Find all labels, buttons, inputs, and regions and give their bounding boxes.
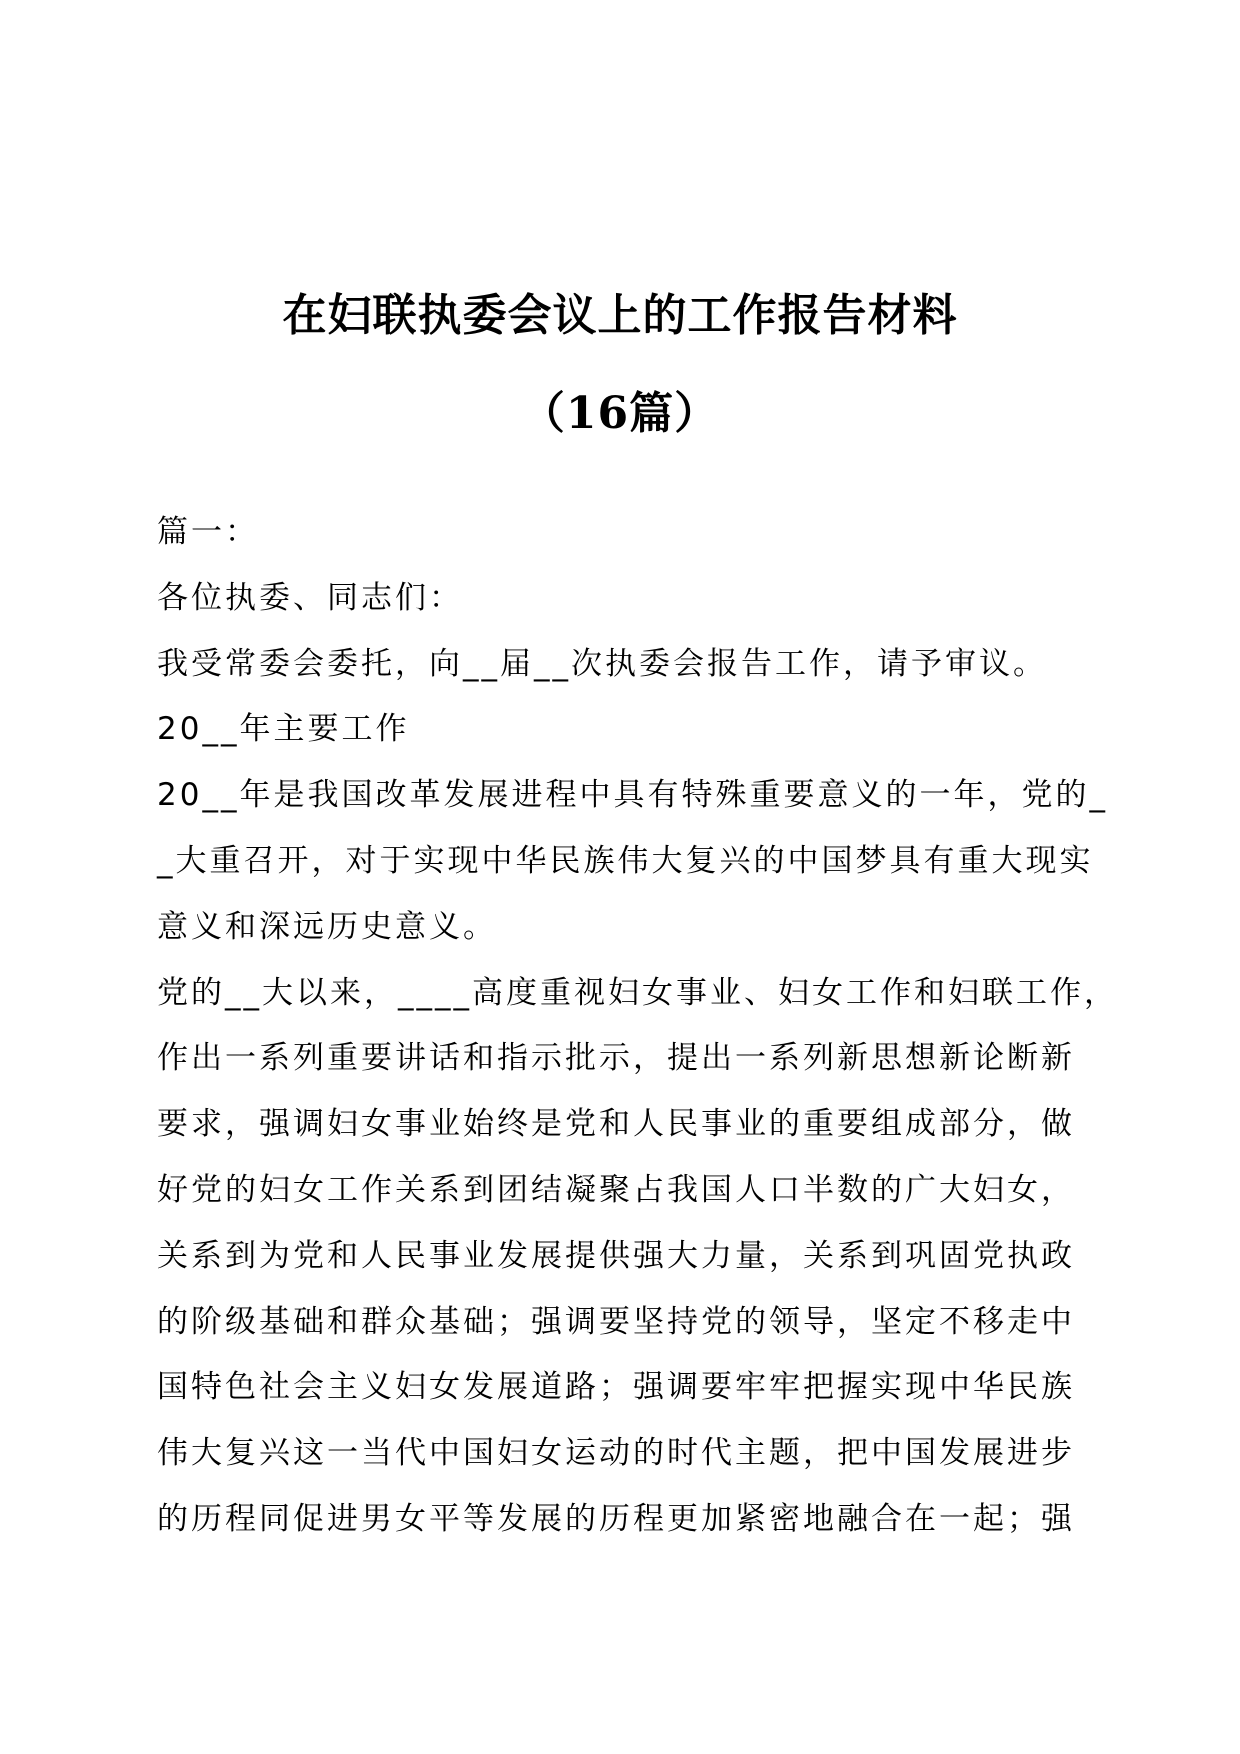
text-line: 关系到为党和人民事业发展提供强大力量，关系到巩固党执政 <box>157 1237 1075 1274</box>
paragraph <box>157 961 1118 1553</box>
document-body <box>157 500 1118 1553</box>
paragraph <box>157 632 1087 698</box>
section-heading <box>157 500 1087 566</box>
text-line: 的历程同促进男女平等发展的历程更加紧密地融合在一起；强 <box>157 1500 1075 1537</box>
text-line: 党的__大以来，____高度重视妇女事业、妇女工作和妇联工作， <box>157 974 1118 1011</box>
text-line: 作出一系列重要讲话和指示批示，提出一系列新思想新论断新 <box>157 1040 1075 1077</box>
text-line: 国特色社会主义妇女发展道路；强调要牢牢把握实现中华民族 <box>157 1369 1075 1406</box>
document-subtitle: （16篇） <box>520 388 720 439</box>
document-title: 在妇联执委会议上的工作报告材料 <box>282 290 958 341</box>
text-line: 篇一： <box>157 514 259 550</box>
subheading <box>157 697 1087 763</box>
text-line: _大重召开，对于实现中华民族伟大复兴的中国梦具有重大现实 <box>157 842 1094 879</box>
text-line: 20__年主要工作 <box>157 711 410 748</box>
text-line: 好党的妇女工作关系到团结凝聚占我国人口半数的广大妇女， <box>157 1171 1075 1208</box>
text-line: 我受常委会委托，向__届__次执委会报告工作，请予审议。 <box>157 645 1047 682</box>
text-line: 意义和深远历史意义。 <box>157 908 497 945</box>
text-line: 伟大复兴这一当代中国妇女运动的时代主题，把中国发展进步 <box>157 1435 1075 1472</box>
text-line: 各位执委、同志们： <box>157 579 463 616</box>
text-line: 20__年是我国改革发展进程中具有特殊重要意义的一年，党的_ <box>157 777 1108 814</box>
salutation <box>157 566 1087 632</box>
paragraph <box>157 763 1108 960</box>
text-line: 要求，强调妇女事业始终是党和人民事业的重要组成部分，做 <box>157 1106 1075 1143</box>
text-line: 的阶级基础和群众基础；强调要坚持党的领导，坚定不移走中 <box>157 1303 1075 1340</box>
